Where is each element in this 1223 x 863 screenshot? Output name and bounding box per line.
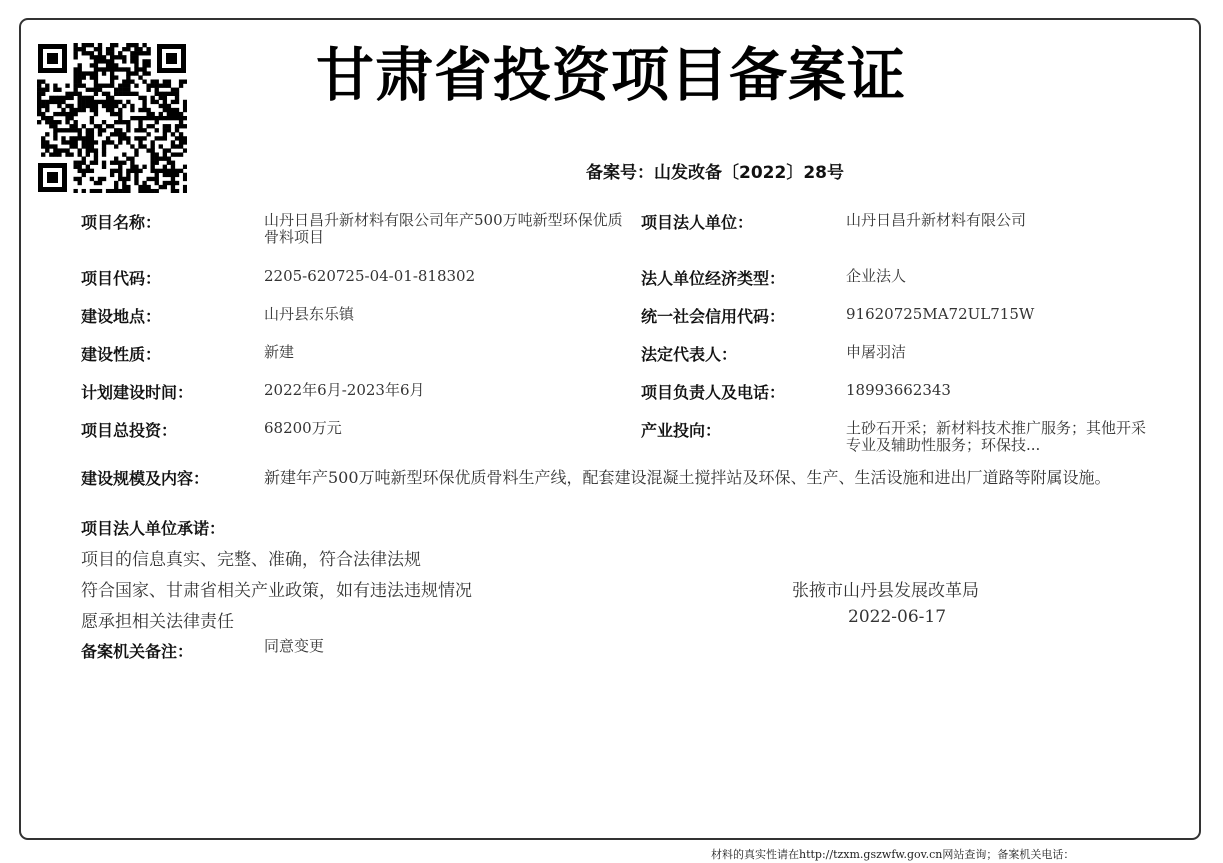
location-value: 山丹县东乐镇 <box>264 305 355 323</box>
nature-label: 建设性质： <box>81 345 162 364</box>
location-label: 建设地点： <box>81 307 162 326</box>
project-name-label: 项目名称： <box>81 213 162 232</box>
unit-type-value: 企业法人 <box>846 267 907 285</box>
industry-value: 土砂石开采；新材料技术推广服务；其他开采专业及辅助性服务；环保技... <box>846 419 1147 454</box>
issue-date: 2022-06-17 <box>848 607 947 627</box>
project-name-value: 山丹日昌升新材料有限公司年产500万吨新型环保优质骨料项目 <box>264 211 623 246</box>
schedule-label: 计划建设时间： <box>81 383 194 402</box>
contact-label: 项目负责人及电话： <box>641 383 786 402</box>
legal-rep-value: 申屠羽洁 <box>846 343 907 361</box>
commitment-line-3: 愿承担相关法律责任 <box>81 612 234 632</box>
record-number: 备案号：山发改备〔2022〕28号 <box>586 163 844 183</box>
unit-type-label: 法人单位经济类型： <box>641 269 786 288</box>
project-code-label: 项目代码： <box>81 269 162 288</box>
remark-value: 同意变更 <box>264 637 325 655</box>
project-code-value: 2205-620725-04-01-818302 <box>264 267 476 285</box>
industry-label: 产业投向： <box>641 421 722 440</box>
issuer-name: 张掖市山丹县发展改革局 <box>792 581 979 601</box>
credit-code-value: 91620725MA72UL715W <box>846 305 1035 323</box>
investment-value: 68200万元 <box>264 419 342 437</box>
legal-unit-value: 山丹日昌升新材料有限公司 <box>846 211 1027 229</box>
legal-rep-label: 法定代表人： <box>641 345 738 364</box>
scale-value: 新建年产500万吨新型环保优质骨料生产线，配套建设混凝土搅拌站及环保、生产、生活设施和进出厂道路等附属设施。 <box>264 468 1111 487</box>
investment-label: 项目总投资： <box>81 421 178 440</box>
credit-code-label: 统一社会信用代码： <box>641 307 786 326</box>
remark-label: 备案机关备注： <box>81 642 194 661</box>
scale-label: 建设规模及内容： <box>81 469 210 488</box>
contact-value: 18993662343 <box>846 381 951 399</box>
commitment-line-1: 项目的信息真实、完整、准确，符合法律法规 <box>81 550 421 570</box>
legal-unit-label: 项目法人单位： <box>641 213 754 232</box>
footer-note: 材料的真实性请在http://tzxm.gszwfw.gov.cn网站查询；备案机关电话： <box>711 848 1075 861</box>
nature-value: 新建 <box>264 343 295 361</box>
commitment-label: 项目法人单位承诺： <box>81 519 226 538</box>
certificate-title: 甘肃省投资项目备案证 <box>316 41 907 109</box>
commitment-line-2: 符合国家、甘肃省相关产业政策，如有违法违规情况 <box>81 581 472 601</box>
qr-code <box>37 43 187 193</box>
schedule-value: 2022年6月-2023年6月 <box>264 381 425 399</box>
